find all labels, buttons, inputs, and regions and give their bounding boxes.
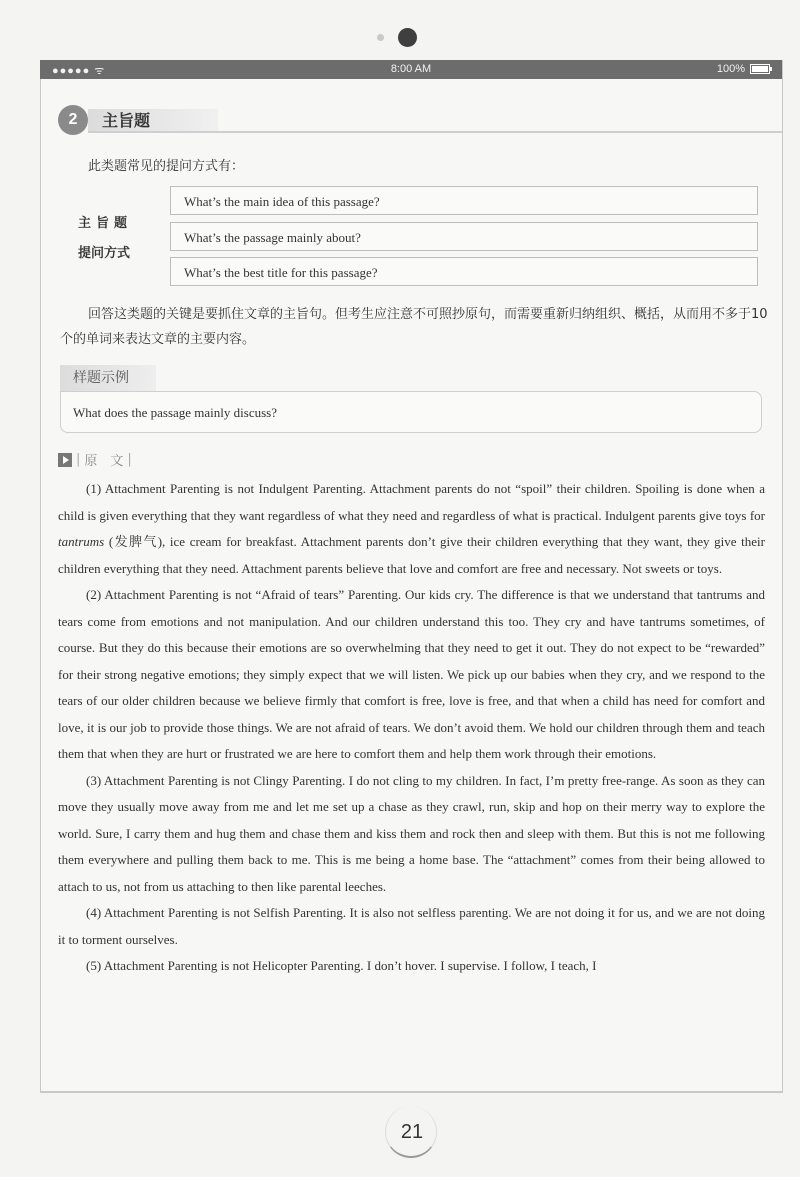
question-label-line2: 提问方式 xyxy=(78,246,131,261)
bottom-divider xyxy=(40,1091,782,1092)
p1-italic-term: tantrums xyxy=(58,534,105,549)
question-form-2: What’s the passage mainly about? xyxy=(170,222,758,251)
battery-percent: 100% xyxy=(716,63,745,75)
label-bar-left: | xyxy=(76,452,81,467)
battery-status xyxy=(717,63,770,75)
camera-lens xyxy=(398,28,417,47)
status-time: 8:00 AM xyxy=(390,63,432,75)
original-text-label xyxy=(58,450,132,469)
passage-paragraph-2: (2) Attachment Parenting is not “Afraid of tears” Parenting. Our kids cry. The difference is that we understand that tantrums and tears come from emotions and not manipulation. And our children understand this too. They cry and have tantrums sometimes, of course. But they do this because their emotions are so overwhelming that they need to get it out. They do not expect to be “rewarded” for their strong negative emotions; they simply expect that we will listen. We pick up our babies when they cry, and we respond to the tears of our older children because we believe firmly that comfort is free, love is free, and that when a child has need for comfort and love, it is our job to provide those things. We are not afraid of tears. We don’t avoid them. We hold our children through them and teach them that when they are hurt or frustrated we are here to comfort them and help them work through their emotions. xyxy=(58,587,765,761)
section-title: 主旨题 xyxy=(102,111,151,130)
page-number: 21 xyxy=(400,1121,424,1143)
p1-text-a: (1) Attachment Parenting is not Indulgent Parenting. Attachment parents do not “spoil” their children. Spoiling is done when a child is given everything that they want regardless of what they need and regardless of what is practical. Indulgent parents give toys for xyxy=(58,481,765,523)
question-form-3: What’s the best title for this passage? xyxy=(170,257,758,286)
page-number-badge xyxy=(385,1106,437,1158)
status-bar xyxy=(40,60,782,79)
p1-text-b: (发脾气), ice cream for breakfast. Attachment parents don’t give their children everything that they want, they give their children everything that they need. Attachment parents believe that love and comfort are free and necessary. Not sweets or toys. xyxy=(58,534,765,576)
passage-paragraph-4: (4) Attachment Parenting is not Selfish Parenting. It is also not selfless parenting. We are not doing it for us, and we are not doing it to torment ourselves. xyxy=(58,905,765,947)
section-number-badge: 2 xyxy=(58,105,88,135)
passage-paragraph-1 xyxy=(58,476,765,582)
intro-text: 此类题常见的提问方式有： xyxy=(88,159,245,174)
sensor-dot xyxy=(377,34,384,41)
battery-icon xyxy=(750,64,770,74)
answer-key-paragraph: 回答这类题的关键是要抓住文章的主旨句。但考生应注意不可照抄原句，而需要重新归纳组织、概括，从而用不多于10个的单词来表达文章的主要内容。 xyxy=(60,307,768,347)
question-label-line1: 主旨题 xyxy=(78,216,133,231)
passage-paragraph-5: (5) Attachment Parenting is not Helicopter Parenting. I don’t hover. I supervise. I follow, I teach, I xyxy=(86,958,597,973)
play-icon xyxy=(58,453,72,467)
passage xyxy=(58,476,765,980)
section-header xyxy=(58,105,782,137)
passage-paragraph-3: (3) Attachment Parenting is not Clingy Parenting. I do not cling to my children. In fact, I’m pretty free-range. As soon as they can move they usually move away from me and let me set up a chase as they crawl, run, skip and hop on their merry way to explore the world. Sure, I carry them and hug them and chase them and kiss them and rock then and sleep with them. But this is not me following them everywhere and pulling them back to me. This is me being a home base. The “attachment” comes from their being allowed to attach to us, not from us attaching to then like parental leeches. xyxy=(58,772,765,894)
original-text-label-text: 原 文 xyxy=(84,454,124,469)
section-divider xyxy=(88,131,782,133)
signal-wifi-icon: ●●●●● ᯤ xyxy=(52,65,106,77)
device-camera-row xyxy=(0,26,800,50)
example-question: What does the passage mainly discuss? xyxy=(60,391,762,433)
label-bar-right: | xyxy=(127,452,132,467)
example-header: 样题示例 xyxy=(60,365,156,391)
question-form-1: What’s the main idea of this passage? xyxy=(170,186,758,215)
